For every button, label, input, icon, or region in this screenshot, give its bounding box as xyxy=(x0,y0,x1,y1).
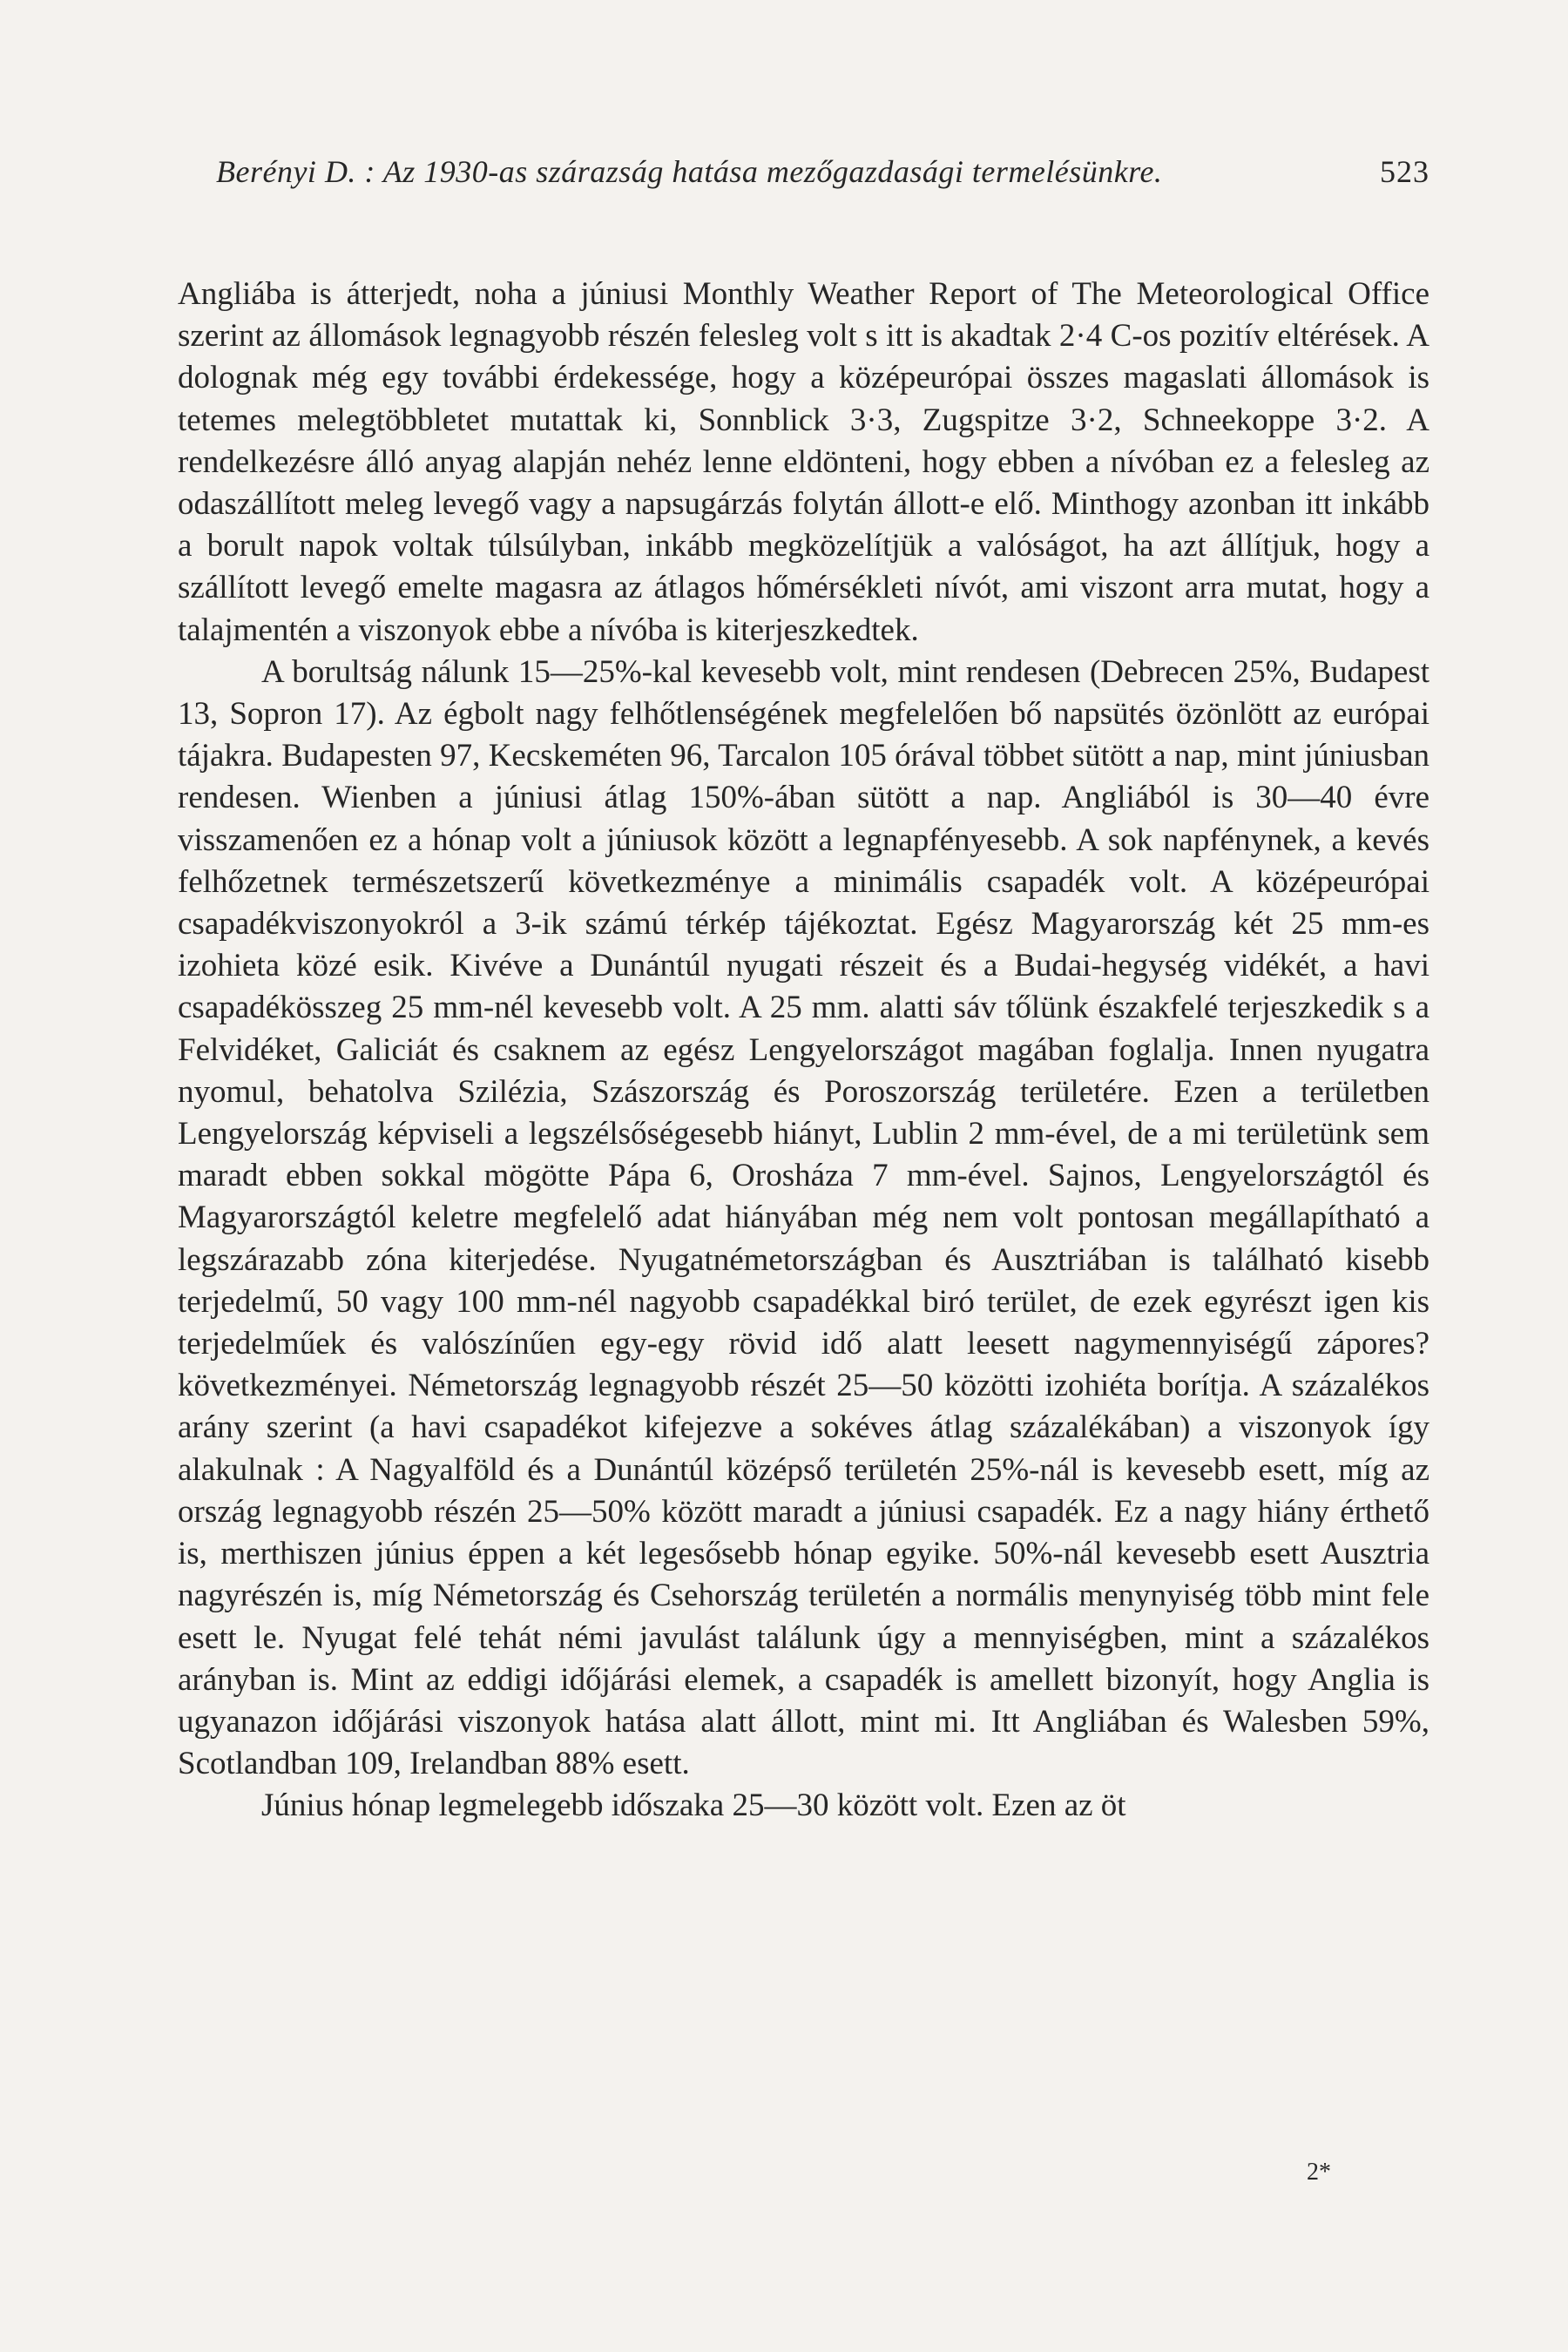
paragraph: Angliába is átterjedt, noha a júniusi Monthly Weather Report of The Meteorological Office szerint az állomások legnagyobb részén felesleg volt s itt is akadtak 2·4 C-os pozitív eltérések. A dolognak még egy további érdekessége, hogy a középeurópai összes magaslati állomások is tetemes melegtöbbletet mutattak ki, Sonnblick 3·3, Zugspitze 3·2, Schneekoppe 3·2. A rendelkezésre álló anyag alapján nehéz lenne eldönteni, hogy ebben a nívóban ez a felesleg az odaszállított meleg levegő vagy a napsugárzás folytán állott-e elő. Minthogy azonban itt inkább a borult napok voltak túlsúlyban, inkább megközelítjük a valóságot, ha azt állítjuk, hogy a szállított levegő emelte magasra az átlagos hőmérsékleti nívót, ami viszont arra mutat, hogy a talajmentén a viszonyok ebbe a nívóba is kiterjeszkedtek. xyxy=(178,276,1429,648)
body-text xyxy=(178,274,1429,1828)
paragraph: A borultság nálunk 15—25%-kal kevesebb volt, mint rendesen (Debrecen 25%, Budapest 13, Sopron 17). Az égbolt nagy felhőtlenségének megfelelően bő napsütés özönlött az európai tájakra. Budapesten 97, Kecskeméten 96, Tarcalon 105 órával többet sütött a nap, mint júniusban rendesen. Wienben a júniusi átlag 150%-ában sütött a nap. Angliából is 30—40 évre visszamenően ez a hónap volt a júniusok között a legnapfényesebb. A sok napfénynek, a kevés felhőzetnek természetszerű következménye a minimális csapadék volt. A középeurópai csapadékviszonyokról a 3-ik számú térkép tájékoztat. Egész Magyarország két 25 mm-es izohieta közé esik. Kivéve a Dunántúl nyugati részeit és a Budai-hegység vidékét, a havi csapadékösszeg 25 mm-nél kevesebb volt. A 25 mm. alatti sáv tőlünk északfelé terjeszkedik s a Felvidéket, Galiciát és csaknem az egész Lengyelországot magában foglalja. Innen nyugatra nyomul, behatolva Szilézia, Szászország és Poroszország területére. Ezen a területben Lengyelország képviseli a legszélsőségesebb hiányt, Lublin 2 mm-ével, de a mi területünk sem maradt ebben sokkal mögötte Pápa 6, Orosháza 7 mm-ével. Sajnos, Lengyelországtól és Magyarországtól keletre megfelelő adat hiányában még nem volt pontosan megállapítható a legszárazabb zóna kiterjedése. Nyugatnémetországban és Ausztriában is található kisebb terjedelmű, 50 vagy 100 mm-nél nagyobb csapadékkal biró terület, de ezek egyrészt igen kis terjedelműek és valószínűen egy-egy rövid idő alatt leesett nagymennyiségű zápores? következményei. Németország legnagyobb részét 25—50 közötti izohiéta borítja. A százalékos arány szerint (a havi csapadékot kifejezve a sokéves átlag százalékában) a viszonyok így alakulnak : A Nagyalföld és a Dunántúl középső területén 25%-nál is kevesebb esett, míg az ország legnagyobb részén 25—50% között maradt a júniusi csapadék. Ez a nagy hiány érthető is, merthiszen június éppen a két legesősebb hónap egyike. 50%-nál kevesebb esett Ausztria nagyrészén is, míg Németország és Csehország területén a normális menynyiség több mint fele esett le. Nyugat felé tehát némi javulást találunk úgy a mennyiségben, mint a százalékos arányban is. Mint az eddigi időjárási elemek, a csapadék is amellett bizonyít, hogy Anglia is ugyanazon időjárási viszonyok hatása alatt állott, mint mi. Itt Angliában és Walesben 59%, Scotlandban 109, Irelandban 88% esett. xyxy=(178,653,1429,1782)
paragraph: Június hónap legmelegebb időszaka 25—30 között volt. Ezen az öt xyxy=(261,1788,1126,1824)
page-number: 523 xyxy=(1380,154,1429,189)
running-header xyxy=(216,152,1429,191)
signature-mark: 2* xyxy=(1307,2159,1331,2186)
running-title: Berényi D. : Az 1930-as szárazság hatása mezőgazdasági termelésünkre. xyxy=(216,154,1163,189)
